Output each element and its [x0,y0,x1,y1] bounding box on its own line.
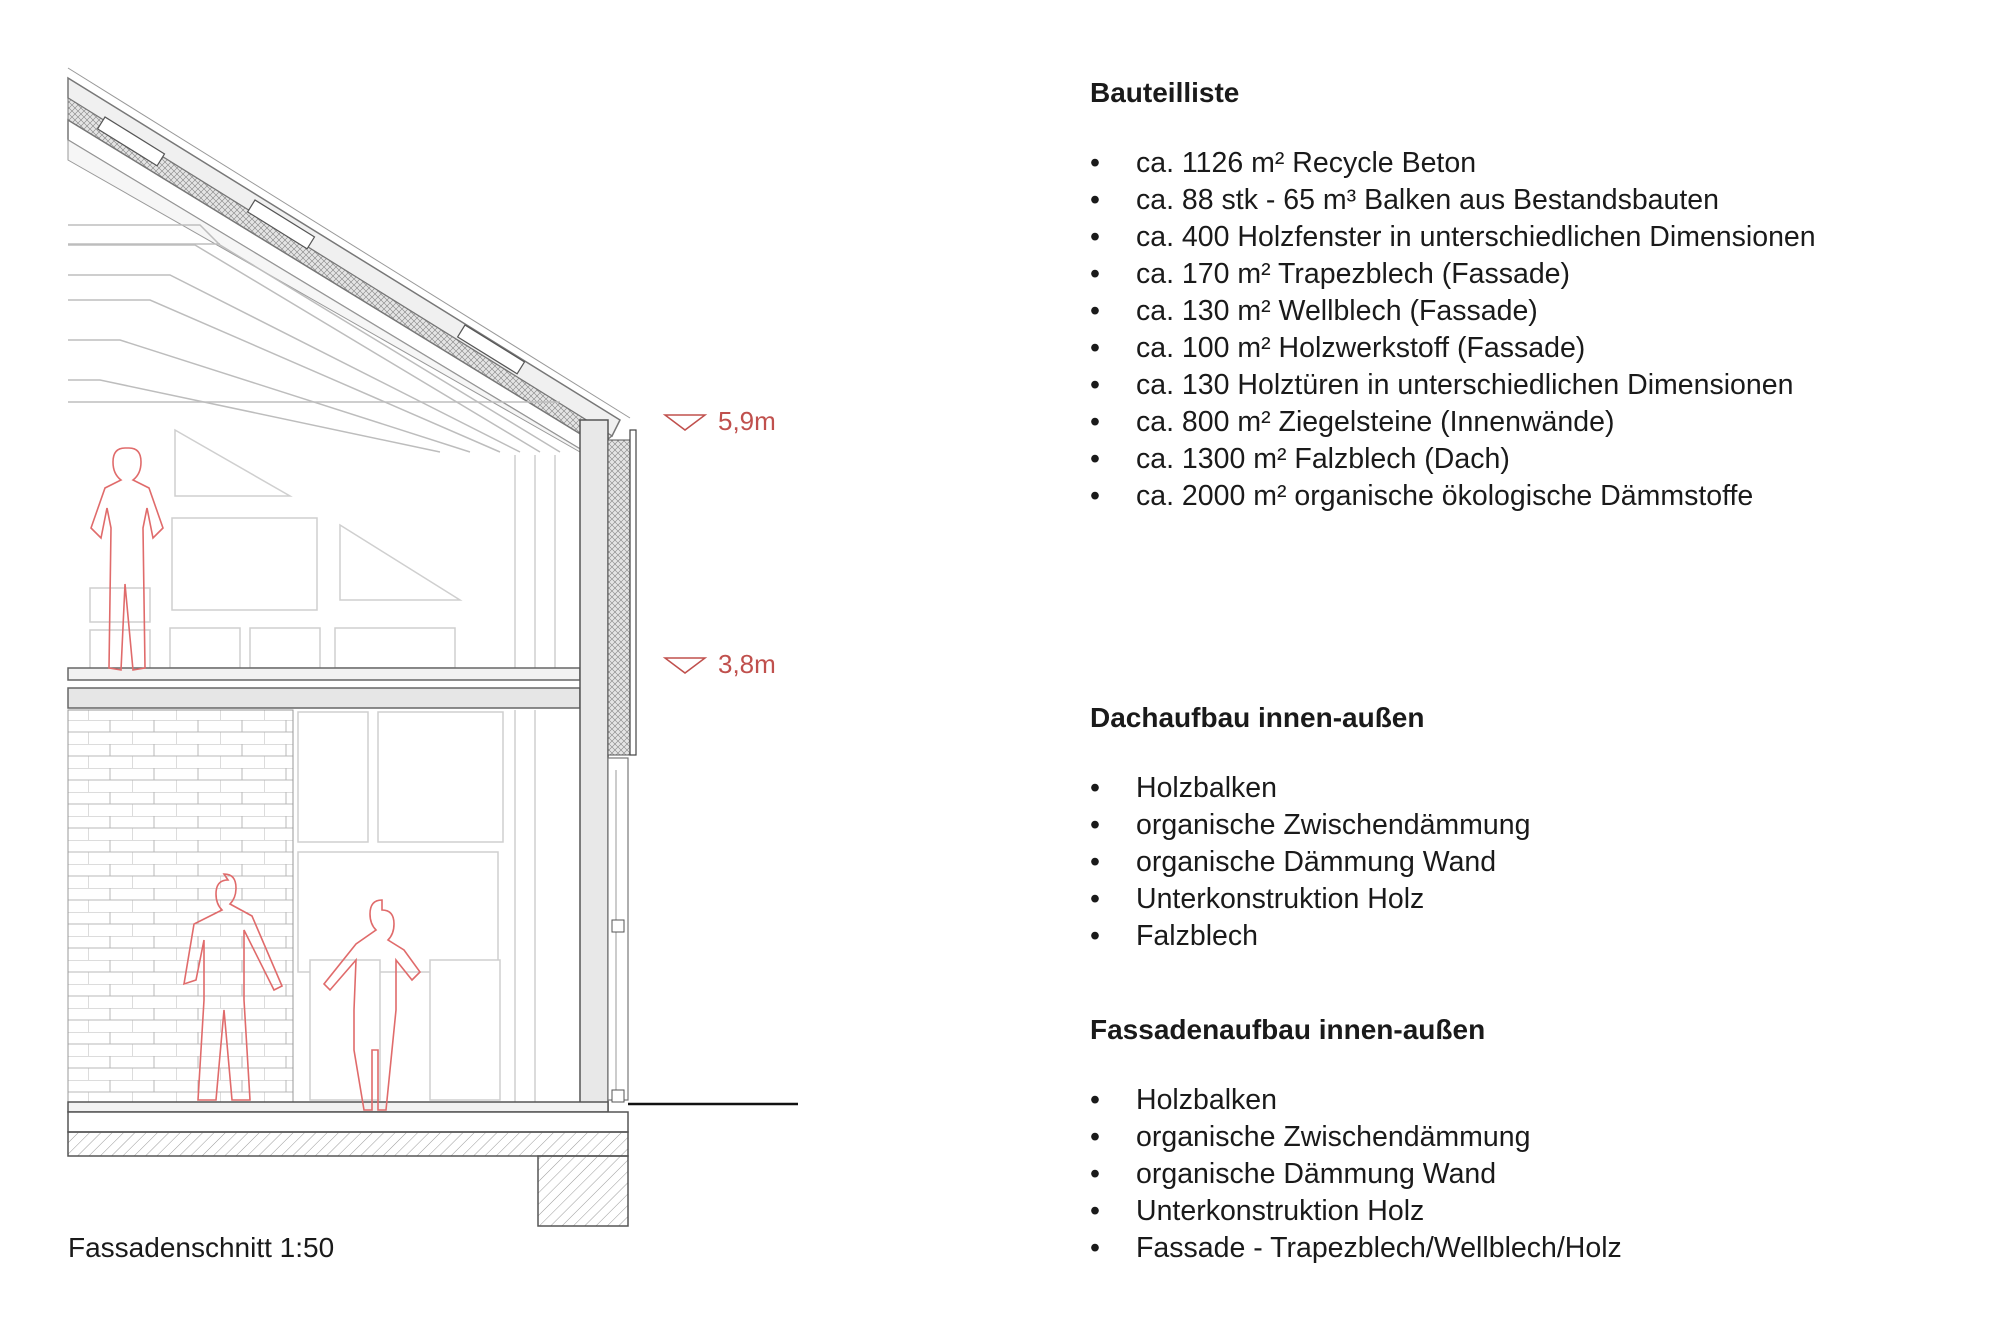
list-item: • Holzbalken [1090,1082,1970,1119]
list-item: • ca. 1300 m² Falzblech (Dach) [1090,441,1970,478]
dachaufbau-section [1090,700,1970,955]
list-item: • organische Dämmung Wand [1090,844,1970,881]
upper-floor-slab [68,668,580,708]
brick-wall [68,710,293,1102]
list-item: • organische Zwischendämmung [1090,1119,1970,1156]
level-markers [665,406,776,679]
fassadenaufbau-title: Fassadenaufbau innen-außen [1090,1014,1486,1045]
fassadenaufbau-list [1090,1082,1970,1267]
level-marker-lower [665,649,776,679]
level-label-lower: 3,8m [718,649,776,679]
list-item: • Falzblech [1090,918,1970,955]
ground-slab [68,1102,798,1226]
list-item: • ca. 130 m² Wellblech (Fassade) [1090,293,1970,330]
drawing-caption: Fassadenschnitt 1:50 [68,1232,335,1263]
list-item: • Unterkonstruktion Holz [1090,1193,1970,1230]
level-label-upper: 5,9m [718,406,776,436]
list-item: • organische Dämmung Wand [1090,1156,1970,1193]
dachaufbau-title: Dachaufbau innen-außen [1090,702,1425,733]
list-item: • ca. 1126 m² Recycle Beton [1090,145,1970,182]
list-item: • Fassade - Trapezblech/Wellblech/Holz [1090,1230,1970,1267]
bauteilliste-list [1090,145,1970,515]
list-item: • ca. 170 m² Trapezblech (Fassade) [1090,256,1970,293]
list-item: • ca. 2000 m² organische ökologische Dämmstoffe [1090,478,1970,515]
list-item: • ca. 88 stk - 65 m³ Balken aus Bestandsbauten [1090,182,1970,219]
list-item: • ca. 800 m² Ziegelsteine (Innenwände) [1090,404,1970,441]
bauteilliste-title: Bauteilliste [1090,77,1240,108]
exterior-wall [580,420,636,1120]
list-item: • Unterkonstruktion Holz [1090,881,1970,918]
list-item: • ca. 100 m² Holzwerkstoff (Fassade) [1090,330,1970,367]
list-item: • organische Zwischendämmung [1090,807,1970,844]
roof-structure [68,68,630,670]
dachaufbau-list [1090,770,1970,955]
level-marker-upper [665,406,776,436]
fassadenaufbau-section [1090,1012,1970,1267]
list-item: • ca. 130 Holztüren in unterschiedlichen Dimensionen [1090,367,1970,404]
list-item: • ca. 400 Holzfenster in unterschiedlichen Dimensionen [1090,219,1970,256]
list-item: • Holzbalken [1090,770,1970,807]
bauteilliste-section [1090,75,1970,515]
ground-floor-panels [298,710,535,1102]
